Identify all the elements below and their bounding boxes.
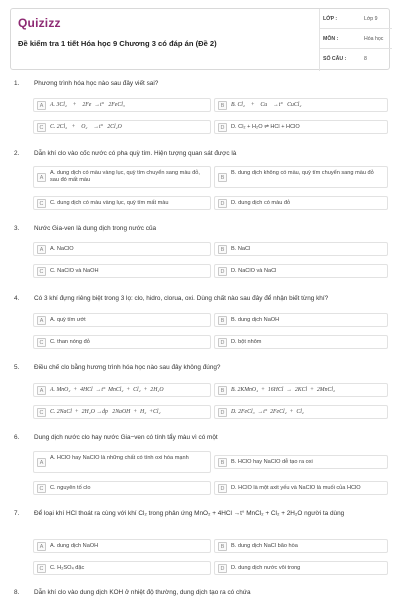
option-letter: A: [37, 316, 46, 325]
option-text: A. HClO hay NaClO là những chất có tính oxi hóa mạnh: [50, 455, 189, 461]
meta-row-subject: [320, 29, 392, 49]
option-letter: A: [37, 245, 46, 254]
meta-row-class: [320, 9, 392, 29]
option-text: A. MnO₂ + 4HCl →t° MnCl₂ + Cl₂ + 2H₂O: [50, 387, 164, 393]
option-letter: B: [218, 101, 227, 110]
option-letter: C: [37, 199, 46, 208]
meta-value: Lớp 9: [364, 16, 378, 22]
option-text: B. Cl₂ + Cu →t° CuCl₂: [231, 102, 302, 108]
option-c[interactable]: [33, 120, 211, 134]
question-number: 6.: [14, 434, 20, 441]
option-text: B. dung dịch NaOH: [231, 317, 280, 323]
question-number: 4.: [14, 295, 20, 302]
option-text: C. NaClO và NaOH: [50, 268, 99, 274]
option-letter: A: [37, 101, 46, 110]
question-number: 7.: [14, 510, 20, 517]
option-c[interactable]: [33, 481, 211, 495]
question-text: Để loại khí HCl thoát ra cùng với khí Cl₂ trong phản ứng MnO₂ + 4HCl →t° MnCl₂ + Cl₂ + 2H₂O người ta dùng: [34, 510, 345, 517]
option-letter: A: [37, 542, 46, 551]
option-text: A. NaClO: [50, 246, 74, 252]
option-text: A. quỳ tím ướt: [50, 317, 86, 323]
option-text: D. HClO là một axit yếu và NaClO là muối của HClO: [231, 485, 361, 491]
meta-key: SỐ CÂU :: [323, 56, 347, 62]
option-text: B. NaCl: [231, 246, 251, 252]
option-text: C. dung dịch có màu vàng lục, quỳ tím mất màu: [50, 200, 169, 206]
meta-row-count: [320, 49, 392, 69]
option-letter: C: [37, 338, 46, 347]
option-c[interactable]: [33, 264, 211, 278]
meta-key: MÔN :: [323, 36, 339, 42]
option-text: A. dung dịch có màu vàng lục, quỳ tím chuyển sang màu đỏ, sau đó mất màu: [50, 170, 200, 184]
option-a[interactable]: [33, 383, 211, 397]
option-letter: B: [218, 386, 227, 395]
quizizz-logo: Quizizz: [18, 16, 61, 30]
question-number: 8.: [14, 589, 20, 596]
option-text: C. 2NaCl + 2H₂O →đp 2NaOH + H₂ +Cl₂: [50, 409, 161, 415]
option-c[interactable]: [33, 561, 211, 575]
option-letter: C: [37, 267, 46, 276]
option-text: B. dung dịch không có màu, quỳ tím chuyển sang màu đỏ: [231, 170, 374, 176]
option-letter: B: [218, 245, 227, 254]
option-letter: A: [37, 458, 46, 467]
question-number: 3.: [14, 225, 20, 232]
option-c[interactable]: [33, 196, 211, 210]
option-text: B. 2KMnO₄ + 16HCl → 2KCl + 2MnCl₂: [231, 387, 335, 393]
option-letter: D: [218, 484, 227, 493]
option-text: C. than nóng đỏ: [50, 339, 90, 345]
meta-value: Hóa học: [364, 36, 384, 42]
option-letter: D: [218, 267, 227, 276]
option-a[interactable]: [33, 313, 211, 327]
option-letter: A: [37, 386, 46, 395]
option-d[interactable]: [214, 405, 388, 419]
option-text: C. 2Cl₂ + O₂ →t° 2Cl₂O: [50, 124, 122, 130]
option-a[interactable]: [33, 539, 211, 553]
question-number: 2.: [14, 150, 20, 157]
option-letter: C: [37, 123, 46, 132]
option-text: D. NaClO và NaCl: [231, 268, 277, 274]
worksheet-header: [10, 8, 390, 70]
question-number: 5.: [14, 364, 20, 371]
option-b[interactable]: [214, 313, 388, 327]
question-text: Có 3 khí đựng riêng biệt trong 3 lọ: clo, hidro, clorua, oxi. Dùng chất nào sau đây để nhận biết từng khí?: [34, 295, 329, 302]
question-text: Phương trình hóa học nào sau đây viết sai?: [34, 80, 159, 87]
option-c[interactable]: [33, 405, 211, 419]
option-b[interactable]: [214, 383, 388, 397]
option-d[interactable]: [214, 120, 388, 134]
option-text: B. dung dịch NaCl bão hòa: [231, 543, 298, 549]
option-letter: A: [37, 173, 46, 182]
question-text: Dẫn khí clo vào dung dịch KOH ở nhiệt độ thường, dung dịch tạo ra có chứa: [34, 589, 251, 596]
option-a[interactable]: [33, 242, 211, 256]
option-text: C. nguyên tố clo: [50, 485, 91, 491]
option-c[interactable]: [33, 335, 211, 349]
option-text: D. dung dịch nước vôi trong: [231, 565, 301, 571]
option-letter: D: [218, 408, 227, 417]
option-d[interactable]: [214, 481, 388, 495]
option-letter: B: [218, 173, 227, 182]
option-letter: C: [37, 484, 46, 493]
option-b[interactable]: [214, 166, 388, 188]
option-letter: C: [37, 564, 46, 573]
option-letter: B: [218, 316, 227, 325]
question-text: Điều chế clo bằng hương trình hóa học nào sau đây không đúng?: [34, 364, 221, 371]
option-a[interactable]: [33, 166, 211, 188]
option-letter: D: [218, 123, 227, 132]
option-b[interactable]: [214, 242, 388, 256]
question-text: Nước Gia-ven là dung dịch trong nước của: [34, 225, 157, 232]
option-letter: D: [218, 338, 227, 347]
option-text: D. dung dịch có màu đỏ: [231, 200, 291, 206]
worksheet-meta: [319, 9, 391, 71]
option-text: A. 3Cl₂ + 2Fe →t° 2FeCl₃: [50, 102, 125, 108]
option-letter: D: [218, 564, 227, 573]
option-letter: C: [37, 408, 46, 417]
option-letter: D: [218, 199, 227, 208]
option-a[interactable]: [33, 451, 211, 473]
option-text: D. bột nhôm: [231, 339, 262, 345]
meta-key: LỚP :: [323, 16, 338, 22]
meta-value: 8: [364, 56, 367, 62]
option-text: D. 2FeCl₃ →t° 2FeCl₂ + Cl₂: [231, 409, 304, 415]
option-letter: B: [218, 458, 227, 467]
option-b[interactable]: [214, 539, 388, 553]
option-d[interactable]: [214, 561, 388, 575]
option-a[interactable]: [33, 98, 211, 112]
question-number: 1.: [14, 80, 20, 87]
option-d[interactable]: [214, 335, 388, 349]
option-d[interactable]: [214, 264, 388, 278]
option-d[interactable]: [214, 196, 388, 210]
option-letter: B: [218, 542, 227, 551]
worksheet-title: Đề kiểm tra 1 tiết Hóa học 9 Chương 3 có đáp án (Đề 2): [18, 39, 217, 48]
question-text: Dung dịch nước clo hay nước Gia−ven có tính tẩy màu vì có một: [34, 434, 218, 441]
option-text: A. dung dịch NaOH: [50, 543, 99, 549]
option-text: D. Cl₂ + H₂O ⇌ HCl + HClO: [231, 124, 300, 130]
option-b[interactable]: [214, 455, 388, 469]
question-text: Dẫn khí clo vào cốc nước có pha quỳ tím. Hiện tượng quan sát được là: [34, 150, 237, 157]
option-b[interactable]: [214, 98, 388, 112]
option-text: C. H₂SO₄ đặc: [50, 565, 85, 571]
option-text: B. HClO hay NaClO dễ tạo ra oxi: [231, 459, 313, 465]
